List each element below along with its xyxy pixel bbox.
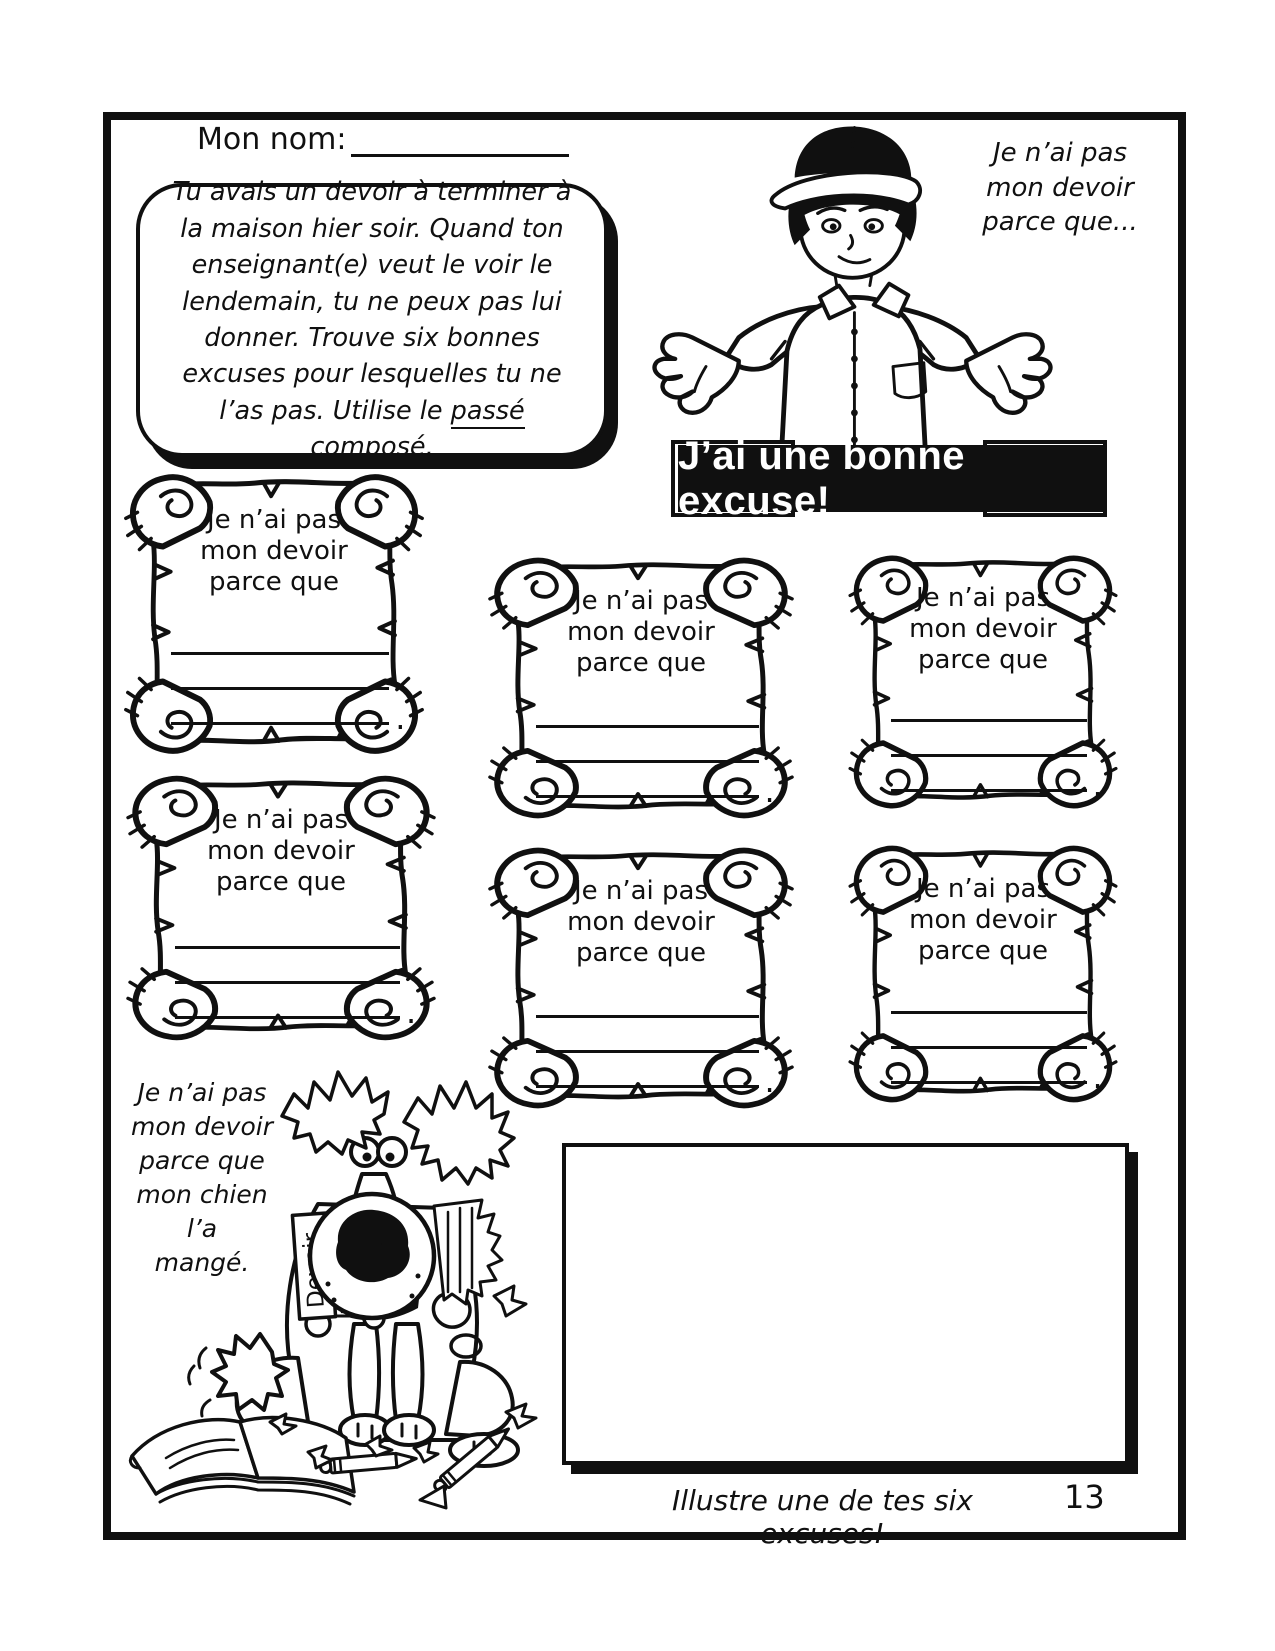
answer-line[interactable]: .: [171, 690, 389, 725]
answer-line[interactable]: [171, 620, 389, 655]
answer-line[interactable]: [536, 1018, 759, 1053]
speech-text: Je n’ai pas mon devoir parce que...: [982, 138, 1138, 238]
banner: [678, 433, 1104, 523]
name-label: Mon nom:: [197, 122, 347, 157]
excuse-scroll-6: Je n’ai pas mon devoir parce que .: [843, 840, 1123, 1108]
answer-line[interactable]: [175, 949, 400, 984]
answer-line[interactable]: [891, 979, 1087, 1014]
drawing-caption: Illustre une de tes six excuses!: [672, 1484, 973, 1550]
name-input-line[interactable]: [351, 122, 569, 157]
instruction-box: [136, 177, 608, 463]
page-number: 13: [1064, 1478, 1105, 1516]
answer-line[interactable]: [536, 728, 759, 763]
answer-line[interactable]: [891, 1014, 1087, 1049]
banner-label: J’ai une bonne excuse!: [678, 433, 966, 523]
excuse-scroll-5: Je n’ai pas mon devoir parce que .: [482, 842, 800, 1114]
answer-line[interactable]: .: [536, 1053, 759, 1088]
excuse-scroll-2: Je n’ai pas mon devoir parce que .: [482, 552, 800, 824]
excuse-scroll-1: Je n’ai pas mon devoir parce que .: [118, 468, 430, 760]
excuse-scroll-4: Je n’ai pas mon devoir parce que .: [120, 770, 442, 1046]
answer-line[interactable]: .: [536, 763, 759, 798]
answer-line[interactable]: [891, 722, 1087, 757]
answer-line[interactable]: [891, 687, 1087, 722]
answer-line[interactable]: .: [175, 984, 400, 1019]
excuse-scroll-3: Je n’ai pas mon devoir parce que .: [843, 550, 1123, 814]
underlined-phrase: passé composé: [310, 396, 524, 465]
dog-example-text: Je n’ai pas mon devoir parce que mon chien l’a mangé.: [130, 1078, 273, 1277]
answer-line[interactable]: [171, 655, 389, 690]
answer-line[interactable]: [536, 983, 759, 1018]
answer-line[interactable]: .: [891, 1049, 1087, 1084]
name-row: [197, 122, 569, 157]
answer-line[interactable]: [536, 693, 759, 728]
instruction-text: Tu avais un devoir à terminer à la maison hier soir. Quand ton enseignant(e) veut le voir le lendemain, tu ne peux pas lui donner. Trouve six bonnes excuses pour lesquelles tu ne l’as pas. Utilise le passé composé.: [140, 168, 604, 472]
answer-line[interactable]: [175, 914, 400, 949]
answer-line[interactable]: .: [891, 757, 1087, 792]
illustration-drawing-box[interactable]: [562, 1143, 1129, 1465]
